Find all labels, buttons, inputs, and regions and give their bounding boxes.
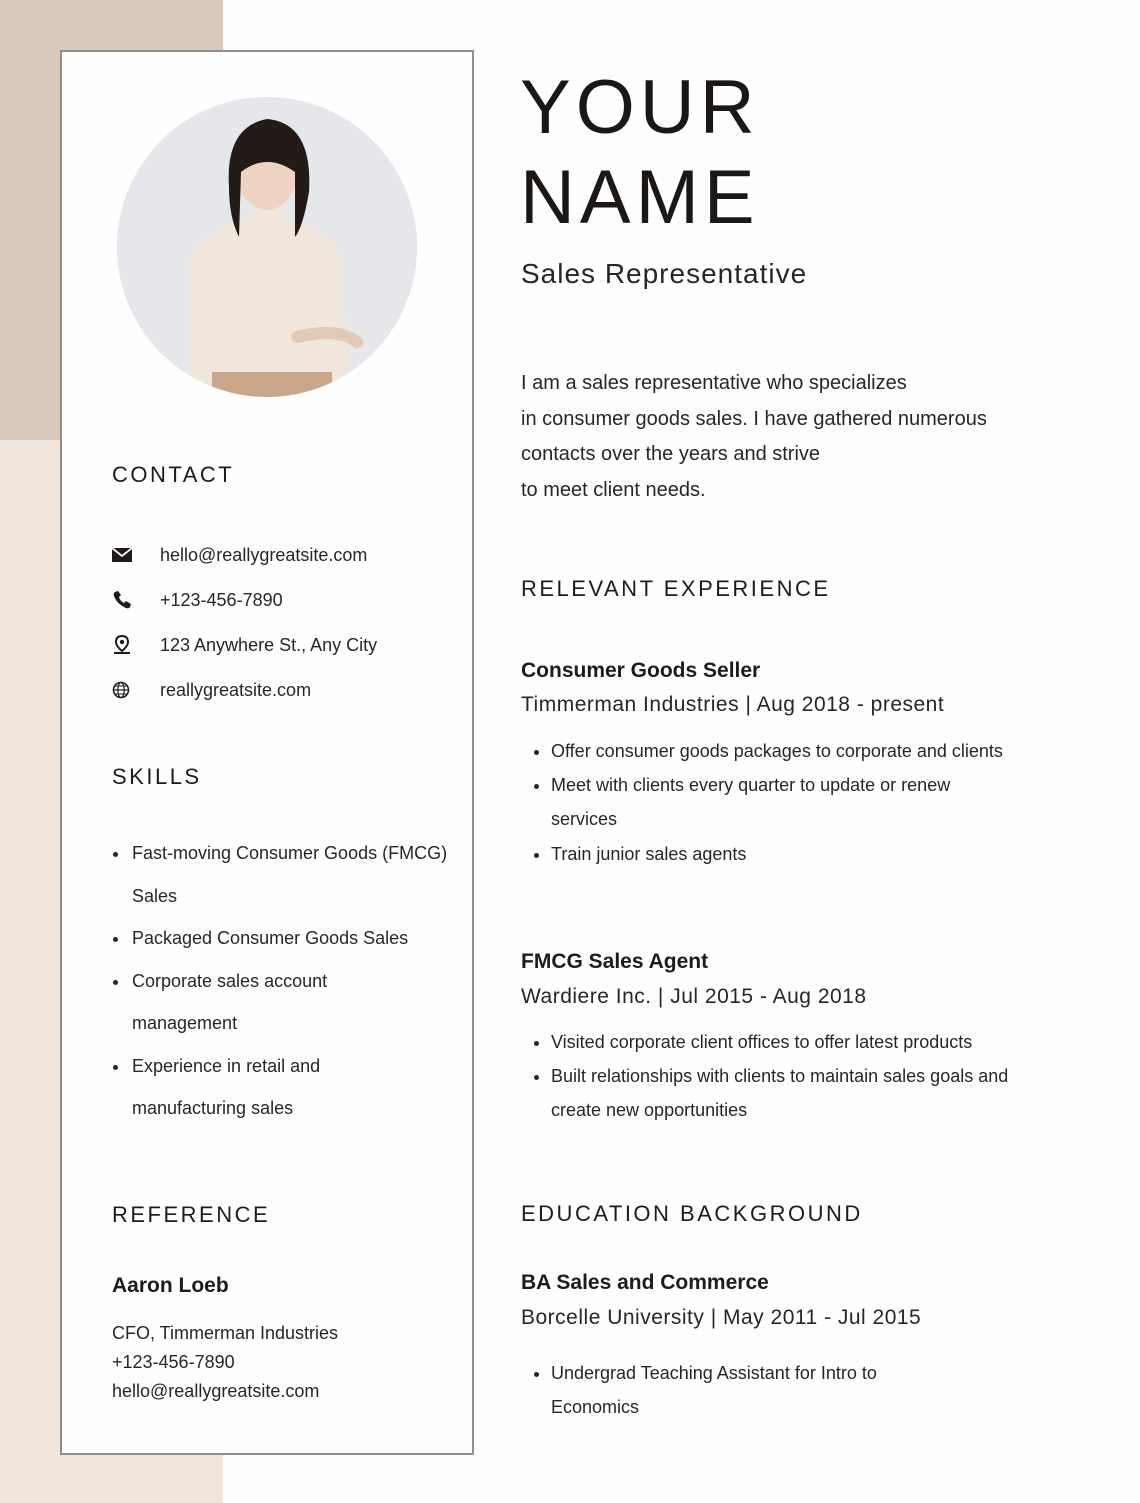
name-second-line: NAME	[520, 155, 760, 240]
skills-list	[110, 832, 470, 1130]
about-line: contacts over the years and strive	[521, 443, 821, 465]
job-title: Sales Representative	[521, 258, 808, 289]
about-paragraph	[521, 366, 1081, 508]
envelope-icon	[112, 545, 138, 565]
contact-heading: CONTACT	[112, 462, 235, 487]
education-degree: BA Sales and Commerce	[521, 1271, 769, 1294]
job-2-title: FMCG Sales Agent	[521, 950, 709, 973]
bullet-item: • Visited corporate client offices to offer latest products	[551, 1025, 1071, 1059]
bullet-item: • Meet with clients every quarter to update or renew services	[551, 768, 1071, 836]
contact-website[interactable]	[112, 677, 311, 703]
bullet-item: • Undergrad Teaching Assistant for Intro to Economics	[551, 1356, 1071, 1424]
education-heading: EDUCATION BACKGROUND	[521, 1201, 863, 1226]
job-1-title: Consumer Goods Seller	[521, 659, 761, 682]
about-line: in consumer goods sales. I have gathered numerous	[521, 407, 987, 430]
experience-heading: RELEVANT EXPERIENCE	[521, 576, 831, 601]
phone-icon	[112, 590, 138, 610]
skill-item: • Fast-moving Consumer Goods (FMCG) Sales	[130, 832, 470, 917]
reference-phone: +123-456-7890	[112, 1352, 235, 1372]
profile-photo	[117, 97, 417, 397]
skills-heading: SKILLS	[112, 764, 202, 789]
reference-email: hello@reallygreatsite.com	[112, 1381, 320, 1401]
bullet-item: • Train junior sales agents	[551, 837, 1071, 871]
job-1-bullets	[531, 734, 1071, 871]
about-line: I am a sales representative who specializes	[521, 372, 907, 394]
bullet-item: • Offer consumer goods packages to corporate and clients	[551, 734, 1071, 768]
job-2-bullets	[531, 1025, 1071, 1128]
reference-heading: REFERENCE	[112, 1202, 271, 1227]
sidebar-panel	[60, 50, 474, 1455]
education-school: Borcelle University | May 2011 - Jul 2015	[521, 1306, 922, 1329]
contact-email[interactable]	[112, 542, 367, 568]
reference-name: Aaron Loeb	[112, 1274, 229, 1297]
contact-phone[interactable]	[112, 587, 283, 613]
reference-role: CFO, Timmerman Industries	[112, 1323, 339, 1343]
job-1-company: Timmerman Industries | Aug 2018 - present	[521, 693, 945, 716]
skill-item: • Corporate sales account management	[130, 960, 470, 1045]
email-text: hello@reallygreatsite.com	[160, 544, 368, 565]
globe-icon	[112, 680, 138, 700]
name-first-line: YOUR	[520, 65, 760, 150]
job-2-company: Wardiere Inc. | Jul 2015 - Aug 2018	[521, 985, 867, 1008]
about-line: to meet client needs.	[521, 478, 706, 501]
location-pin-icon	[112, 635, 138, 655]
address-text: 123 Anywhere St., Any City	[160, 634, 378, 655]
skill-item: • Experience in retail and manufacturing sales	[130, 1045, 470, 1130]
website-text: reallygreatsite.com	[160, 679, 312, 700]
education-bullets	[531, 1356, 1071, 1424]
bullet-item: • Built relationships with clients to maintain sales goals and create new opportunities	[551, 1059, 1071, 1127]
phone-text: +123-456-7890	[160, 589, 283, 610]
contact-address[interactable]	[112, 632, 377, 658]
skill-item: • Packaged Consumer Goods Sales	[130, 917, 470, 960]
